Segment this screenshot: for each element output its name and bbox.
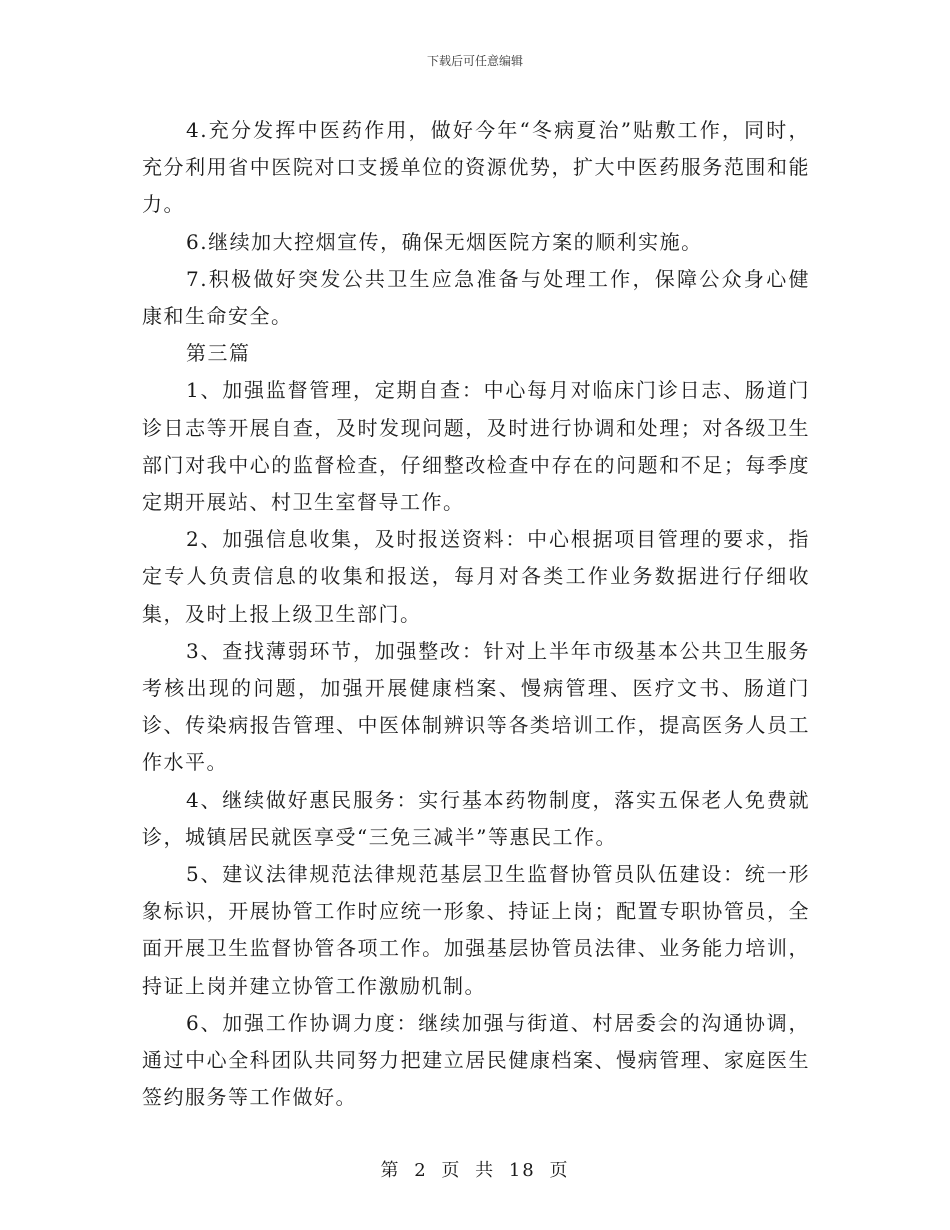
paragraph-section3-6: 6、加强工作协调力度：继续加强与街道、村居委会的沟通协调，通过中心全科团队共同努力把建立居民健康档案、慢病管理、家庭医生签约服务等工作做好。: [142, 1010, 810, 1110]
paragraph-item-6: 6.继续加大控烟宣传，确保无烟医院方案的顺利实施。: [186, 229, 703, 254]
paragraph-section3-1: 1、加强监督管理，定期自查：中心每月对临床门诊日志、肠道门诊日志等开展自查，及时发现问题，及时进行协调和处理；对各级卫生部门对我中心的监督检查，仔细整改检查中存在的问题和不足；每季度定期开展站、村卫生室督导工作。: [142, 378, 810, 515]
page-number-footer: 第 2 页 共 18 页: [380, 1160, 570, 1181]
paragraph-section3-4: 4、继续做好惠民服务：实行基本药物制度，落实五保老人免费就诊，城镇居民就医享受“三免三减半”等惠民工作。: [142, 787, 810, 849]
section-heading: 第三篇: [186, 341, 251, 366]
paragraph-section3-2: 2、加强信息收集，及时报送资料：中心根据项目管理的要求，指定专人负责信息的收集和报送，每月对各类工作业务数据进行仔细收集，及时上报上级卫生部门。: [142, 527, 810, 626]
paragraph-item-4: 4.充分发挥中医药作用，做好今年“冬病夏治”贴敷工作，同时，充分利用省中医院对口支援单位的资源优势，扩大中医药服务范围和能力。: [142, 118, 810, 217]
paragraph-section3-5: 5、建议法律规范法律规范基层卫生监督协管员队伍建设：统一形象标识，开展协管工作时应统一形象、持证上岗；配置专职协管员，全面开展卫生监督协管各项工作。加强基层协管员法律、业务能力培训，持证上岗并建立协管工作激励机制。: [142, 862, 810, 998]
page-header: 下载后可任意编辑: [426, 54, 523, 68]
paragraph-item-7: 7.积极做好突发公共卫生应急准备与处理工作，保障公众身心健康和生命安全。: [142, 266, 810, 329]
document-body: [142, 112, 810, 1116]
paragraph-section3-3: 3、查找薄弱环节，加强整改：针对上半年市级基本公共卫生服务考核出现的问题，加强开展健康档案、慢病管理、医疗文书、肠道门诊、传染病报告管理、中医体制辨识等各类培训工作，提高医务人员工作水平。: [142, 638, 810, 775]
